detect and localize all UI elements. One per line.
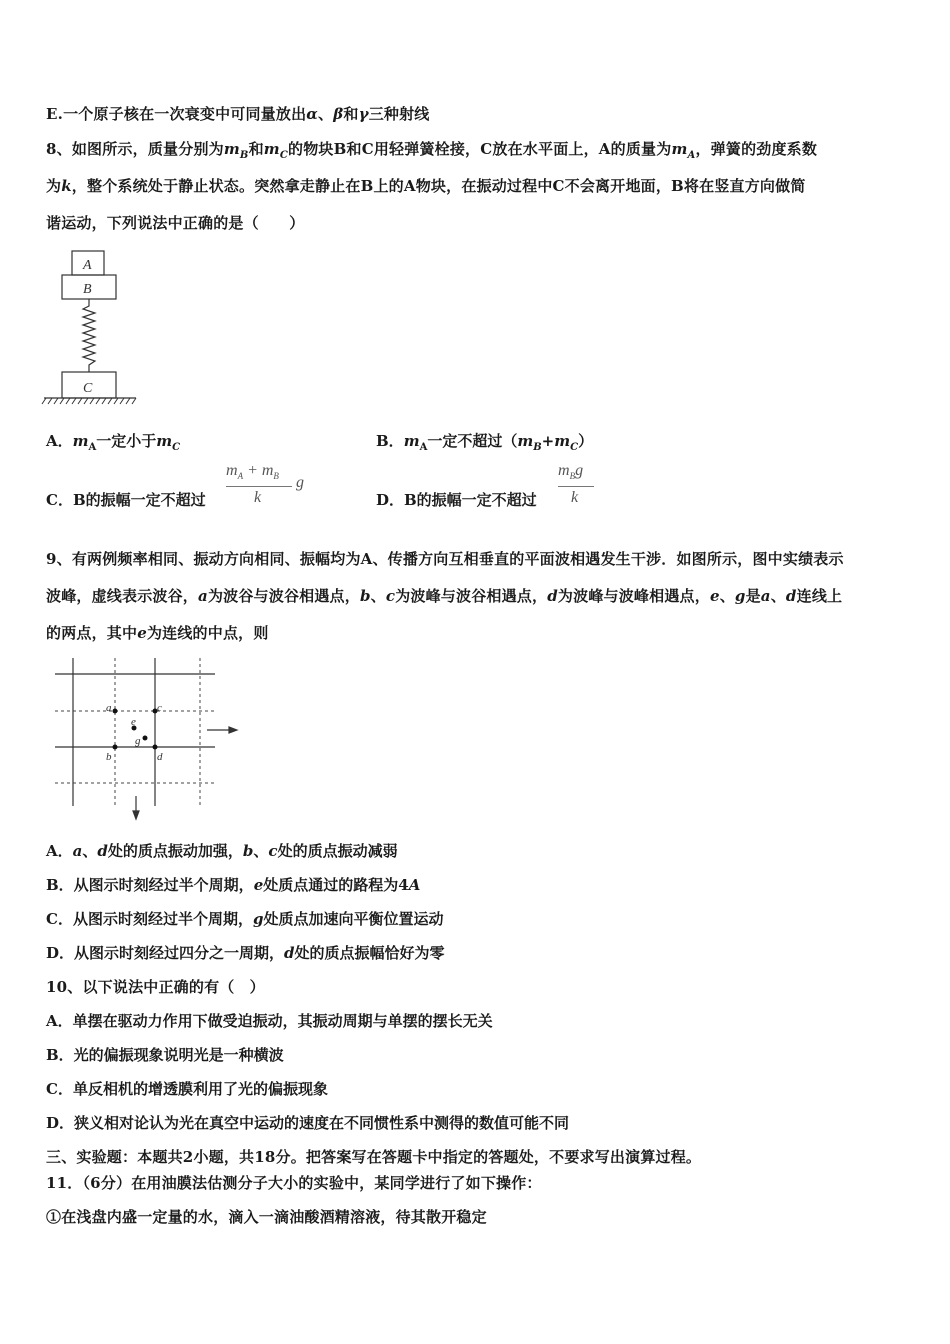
q11-stem: 11．（6分）在用油膜法估测分子大小的实验中，某同学进行了如下操作： — [46, 1174, 542, 1192]
q9-text: 为连线的中点，则 — [146, 624, 269, 642]
mass-symbol: m — [223, 140, 240, 158]
mass-symbol: m — [156, 432, 173, 450]
q8-option-b[interactable] — [376, 430, 593, 453]
separator: 、 — [719, 587, 735, 605]
q8-option-d[interactable] — [376, 489, 537, 510]
right-arrow-head — [229, 727, 237, 733]
label-a: a — [106, 702, 112, 714]
q10-option-d[interactable]: D．狭义相对论认为光在真空中运动的速度在不同惯性系中测得的数值可能不同 — [46, 1114, 570, 1132]
mass-subscript: A — [237, 471, 244, 482]
mass-symbol: m — [226, 462, 238, 479]
option-e-label: E. — [46, 105, 64, 123]
point-symbol: c — [385, 587, 396, 605]
option-text: C．B的振幅一定不超过 — [46, 491, 206, 509]
q9-option-d[interactable] — [46, 942, 445, 963]
point-symbol: e — [253, 876, 264, 894]
mass-subscript: C — [172, 442, 181, 453]
option-text: ） — [578, 432, 594, 450]
mass-symbol: m — [72, 432, 89, 450]
formula-numerator — [226, 462, 279, 481]
mass-symbol: m — [263, 140, 280, 158]
point-d — [153, 745, 158, 750]
option-text: D．从图示时刻经过四分之一周期， — [46, 944, 285, 962]
q9-stem-line-1: 9、有两例频率相同、振动方向相同、振幅均为A、传播方向互相垂直的平面波相遇发生干涉．如图所示，图中实绩表示 — [46, 550, 844, 568]
point-symbol: a — [760, 587, 771, 605]
q8-stem-line-1 — [46, 138, 817, 161]
mass-subscript: C — [279, 150, 289, 161]
block-a-label: A — [83, 258, 92, 273]
q9-text: 波峰，虚线表示波谷， — [46, 587, 199, 605]
point-g — [143, 736, 148, 741]
q8-text: 的物块B和C用轻弹簧栓接，C放在水平面上，A的质量为 — [288, 140, 672, 158]
point-symbol: g — [734, 587, 746, 605]
formula-numerator — [558, 462, 583, 481]
block-b-label: B — [83, 282, 92, 297]
point-symbol: d — [284, 944, 295, 962]
mass-symbol: m — [558, 462, 570, 479]
mass-symbol: m — [517, 432, 534, 450]
label-g: g — [135, 735, 141, 747]
amplitude-symbol: A — [408, 876, 421, 894]
option-label: A． — [46, 432, 73, 450]
separator: 、 — [82, 842, 98, 860]
wave-interference-figure — [50, 656, 250, 821]
formula-denominator: k — [571, 489, 579, 506]
option-text: 处质点加速向平衡位置运动 — [263, 910, 444, 928]
q9-stem-line-3 — [46, 622, 269, 643]
q9-text: 为波谷与波谷相遇点， — [207, 587, 360, 605]
q10-stem: 10、以下说法中正确的有（ ） — [46, 978, 265, 996]
q10-option-a[interactable]: A．单摆在驱动力作用下做受迫振动，其振动周期与单摆的摆长无关 — [46, 1012, 493, 1030]
separator: 、 — [318, 105, 334, 123]
spring-constant-symbol: k — [61, 177, 72, 195]
q9-text: 的两点，其中 — [46, 624, 138, 642]
q10-option-b[interactable]: B．光的偏振现象说明光是一种横波 — [46, 1046, 284, 1064]
q8-option-a[interactable] — [46, 430, 180, 453]
option-text: 处的质点振幅恰好为零 — [294, 944, 445, 962]
mass-subscript: B — [239, 150, 249, 161]
option-label: B． — [376, 432, 404, 450]
q8-option-d-formula — [558, 462, 608, 512]
gravity-symbol: g — [575, 462, 584, 479]
option-text: D．B的振幅一定不超过 — [376, 491, 537, 509]
alpha-symbol: α — [306, 105, 319, 123]
and-word: 和 — [343, 105, 359, 123]
mass-subscript: B — [273, 471, 279, 482]
mass-subscript: B — [533, 442, 542, 453]
spring-coil — [83, 299, 95, 372]
q9-text: 连线上 — [796, 587, 843, 605]
plus-sign: + — [541, 432, 555, 450]
q8-option-c[interactable] — [46, 489, 206, 510]
point-symbol: b — [359, 587, 371, 605]
q10-option-c[interactable]: C．单反相机的增透膜利用了光的偏振现象 — [46, 1080, 328, 1098]
option-text: 处质点通过的路程为4 — [263, 876, 409, 894]
separator: 、 — [253, 842, 269, 860]
option-text: C．从图示时刻经过半个周期， — [46, 910, 253, 928]
fraction-bar — [226, 486, 292, 487]
q8-text: ，弹簧的劲度系数 — [695, 140, 818, 158]
point-symbol: a — [72, 842, 83, 860]
point-symbol: b — [242, 842, 254, 860]
mass-subscript: C — [570, 442, 579, 453]
down-arrow-head — [133, 811, 139, 819]
q8-option-c-formula — [226, 462, 316, 512]
option-text: B．从图示时刻经过半个周期， — [46, 876, 254, 894]
label-d: d — [157, 751, 163, 763]
plus-term: + m — [243, 462, 274, 479]
point-symbol: a — [198, 587, 208, 605]
q8-text: 为 — [46, 177, 62, 195]
fraction-bar — [558, 486, 594, 487]
option-text: 一定小于 — [96, 432, 157, 450]
gravity-symbol: g — [296, 474, 304, 491]
option-text: 一定不超过（ — [427, 432, 518, 450]
point-symbol: d — [97, 842, 108, 860]
separator: 、 — [770, 587, 786, 605]
q9-text: 为波峰与波谷相遇点， — [395, 587, 548, 605]
option-e-line — [46, 103, 430, 124]
option-text: 处的质点振动减弱 — [277, 842, 398, 860]
option-e-tail: 三种射线 — [368, 105, 430, 123]
q11-step-1: ①在浅盘内盛一定量的水，滴入一滴油酸酒精溶液，待其散开稳定 — [46, 1208, 487, 1226]
q8-text: 和 — [248, 140, 264, 158]
q8-text: ，整个系统处于静止状态。突然拿走静止在B上的A物块，在振动过程中C不会离开地面，B将在竖直方向做简 — [71, 177, 806, 195]
mass-subscript: B — [569, 471, 576, 482]
q9-option-c[interactable] — [46, 908, 443, 929]
mass-symbol: m — [671, 140, 688, 158]
option-label: A． — [46, 842, 73, 860]
q9-option-a[interactable] — [46, 840, 398, 861]
point-b — [113, 745, 118, 750]
point-symbol: d — [547, 587, 558, 605]
mass-symbol: m — [554, 432, 571, 450]
option-e-text: 一个原子核在一次衰变中可同量放出 — [63, 105, 307, 123]
label-e: e — [131, 716, 136, 728]
point-a — [113, 709, 118, 714]
point-symbol: e — [137, 624, 147, 642]
beta-symbol: β — [333, 105, 344, 123]
mass-subscript: A — [419, 442, 428, 453]
point-symbol: g — [252, 910, 264, 928]
separator: 、 — [370, 587, 386, 605]
section-3-heading: 三、实验题：本题共2小题，共18分。把答案写在答题卡中指定的答题处，不要求写出演算过程。 — [46, 1148, 702, 1166]
point-symbol: d — [785, 587, 797, 605]
mass-subscript: A — [88, 442, 97, 453]
label-c: c — [157, 702, 162, 714]
q9-stem-line-2 — [46, 585, 842, 606]
formula-denominator: k — [254, 489, 262, 506]
q9-option-b[interactable] — [46, 874, 420, 895]
spring-block-figure — [40, 248, 140, 410]
q8-stem-line-2 — [46, 175, 806, 196]
mass-symbol: m — [403, 432, 420, 450]
q8-stem-line-3: 谐运动，下列说法中正确的是（ ） — [46, 214, 305, 232]
q9-text: 是 — [745, 587, 761, 605]
mass-subscript: A — [687, 150, 696, 161]
point-symbol: c — [268, 842, 278, 860]
label-b: b — [106, 751, 112, 763]
q9-text: 为波峰与波峰相遇点， — [557, 587, 710, 605]
point-symbol: e — [709, 587, 720, 605]
gamma-symbol: γ — [358, 105, 369, 123]
option-text: 处的质点振动加强， — [107, 842, 243, 860]
q8-text: 8、如图所示，质量分别为 — [46, 140, 224, 158]
block-c-label: C — [83, 381, 93, 396]
